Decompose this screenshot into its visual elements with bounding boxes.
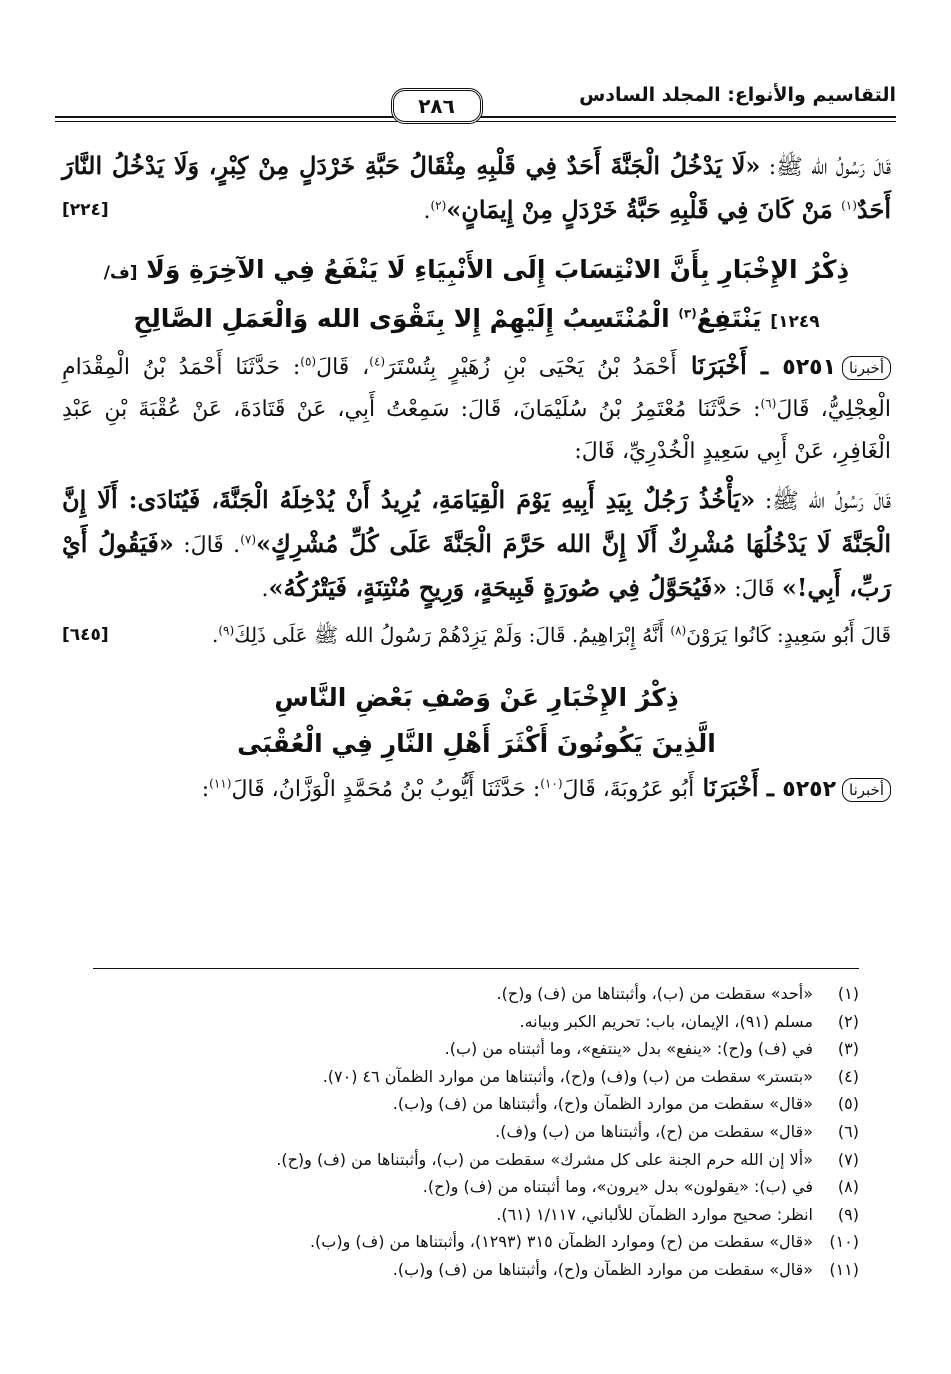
heading-line	[62, 296, 891, 345]
text: .	[211, 623, 219, 647]
chapter-heading-2	[62, 675, 891, 767]
footnote-ref: (٣)	[678, 306, 697, 321]
text: قَالَ رَسُولُ الله ﷺ:	[755, 489, 891, 514]
footnote-number: (٤)	[837, 1066, 859, 1086]
footnote-item	[93, 1118, 859, 1146]
footnote-text: «ألا إن الله حرم الجنة على كل مشرك» سقطت من (ب)، وأثبتناها من (ف) و(ح).	[276, 1149, 813, 1169]
chapter-heading-1	[62, 247, 891, 345]
text: أَحْمَدُ بْنُ يَحْيَى بْنِ زُهَيْرٍ بِتُسْتَرَ	[385, 355, 677, 380]
footnote-text: «قال» سقطت من موارد الظمآن و(ح)، وأثبتناها من (ف) و(ب).	[392, 1259, 813, 1279]
footnote-number: (٧)	[837, 1149, 859, 1169]
akhbarana-emblem-icon: أخبرنا	[842, 356, 891, 380]
footnotes	[93, 980, 859, 1284]
text: أَبُو عَرُوبَةَ، قَالَ	[562, 777, 695, 802]
text: .	[423, 199, 431, 224]
akhbarana-label: ـ أَخْبَرَنَا	[676, 351, 783, 380]
footnote-text: انظر: صحيح موارد الظمآن للألباني، ١/١١٧ (٦١).	[496, 1204, 813, 1224]
prophetic-quote: «فَيُحَوَّلُ فِي صُورَةٍ قَبِيحَةٍ، وَرِيحٍ مُنْتِنَةٍ، فَيَتْرُكُهُ»	[268, 573, 728, 602]
page-number: ٢٨٦	[391, 88, 483, 124]
paragraph-hadith-5252	[62, 767, 891, 811]
main-text	[62, 145, 891, 811]
footnote-item	[93, 1201, 859, 1229]
heading-line: الَّذِينَ يَكُونُونَ أَكْثَرَ أَهْلِ النَّارِ فِي الْعُقْبَى	[237, 729, 716, 758]
hadith-reference: [٢٢٤]	[62, 200, 109, 220]
footnote-item	[93, 980, 859, 1008]
footnote-number: (٦)	[837, 1121, 859, 1141]
footnote-item	[93, 1173, 859, 1201]
prophetic-quote: «لَا يَدْخُلُ الْجَنَّةَ أَحَدٌ فِي قَلْبِهِ مِثْقَالُ حَبَّةِ خَرْدَلٍ مِنْ كِبْرٍ، وَلَا يَدْخُلُ النَّارَ أَحَدٌ	[62, 151, 891, 224]
text: قَالَ أَبُو سَعِيدٍ: كَانُوا يَرَوْنَ	[686, 623, 891, 647]
text: قَالَ رَسُولُ الله ﷺ:	[760, 155, 891, 180]
footnote-ref: (١١)	[209, 776, 232, 791]
text: : حَدَّثَنَا مُعْتَمِرُ بْنُ سُلَيْمَانَ، قَالَ: سَمِعْتُ أَبِي، عَنْ قَتَادَةَ، عَنْ عُقْبَةَ بْنِ عَبْدِ الْغَافِرِ، عَنْ أَبِي سَعِيدٍ الْخُدْرِيِّ، قَالَ:	[62, 397, 891, 464]
footnote-item	[93, 1228, 859, 1256]
footnote-ref: (١٠)	[540, 776, 563, 791]
footnote-ref: (٢)	[430, 198, 447, 213]
running-title: التقاسيم والأنواع: المجلد السادس	[571, 84, 896, 106]
edition-reference: ١٢٤٩]	[770, 312, 820, 332]
hadith-number: ٥٢٥٢	[782, 777, 836, 802]
paragraph-hadith-5251-matn	[62, 479, 891, 611]
footnote-ref: (٦)	[760, 396, 777, 411]
prophetic-quote: مَنْ كَانَ فِي قَلْبِهِ حَبَّةُ خَرْدَلٍ مِنْ إِيمَانٍ»	[446, 195, 842, 224]
footnote-number: (١)	[837, 984, 859, 1003]
prophetic-quote: «يَأْخُذُ رَجُلٌ بِيَدِ أَبِيهِ يَوْمَ الْقِيَامَةِ، يُرِيدُ أَنْ يُدْخِلَهُ الْجَنَّةَ، فَيُنَادَى: أَلَا إِنَّ الْجَنَّةَ لَا يَدْخُلُهَا مُشْرِكٌ أَلَا إِنَّ الله حَرَّمَ الْجَنَّةَ عَلَى كُلِّ مُشْرِكٍ»	[62, 485, 891, 558]
paragraph-abu-said	[62, 617, 891, 653]
footnote-separator	[93, 968, 859, 969]
footnote-number: (٢)	[837, 1011, 859, 1031]
heading-text: الْمُنْتَسِبُ إِلَيْهِمْ إِلا بِتَقْوَى الله وَالْعَمَلِ الصَّالِحِ	[133, 304, 679, 333]
footnote-number: (٣)	[837, 1039, 859, 1059]
footnote-ref: (١)	[841, 198, 857, 213]
footnote-number: (٩)	[837, 1204, 859, 1224]
page-header	[55, 78, 896, 128]
footnote-text: «بتستر» سقطت من (ب) و(ف) و(ح)، وأثبتناها من موارد الظمآن ٤٦ (٧٠).	[322, 1066, 813, 1086]
text: قَالَ:	[727, 577, 782, 602]
footnote-item	[93, 1090, 859, 1118]
heading-text: ذِكْرُ الإِخْبَارِ بِأَنَّ الانْتِسَابَ إِلَى الأَنْبِيَاءِ لَا يَنْفَعُ فِي الآخِرَةِ وَلَا	[146, 255, 850, 284]
footnote-ref: (٧)	[240, 532, 257, 547]
edition-reference: [ف/	[103, 263, 138, 283]
text: ، قَالَ	[316, 355, 370, 380]
footnote-item	[93, 1063, 859, 1091]
footnote-text: «قال» سقطت من (ح) وموارد الظمآن ٣١٥ (١٢٩٣)، وأثبتناها من (ف) و(ب).	[309, 1232, 813, 1252]
text: : حَدَّثَنَا أَحْمَدُ بْنُ الْمِقْدَامِ الْعِجْلِيُّ، قَالَ	[62, 355, 891, 422]
hadith-number: ٥٢٥١	[782, 355, 836, 380]
footnote-ref: (٩)	[218, 623, 235, 638]
text: :	[201, 777, 210, 802]
footnote-text: «قال» سقطت من (ح)، وأثبتناها من (ب) و(ف).	[495, 1121, 813, 1141]
akhbarana-emblem-icon: أخبرنا	[842, 778, 891, 802]
prophetic-quote: «فَيَقُولُ أَيْ رَبِّ، أَبِي!»	[62, 529, 891, 602]
text: . قَالَ:	[173, 533, 241, 558]
footnote-item	[93, 1146, 859, 1174]
footnote-text: في (ب): «يقولون» بدل «يرون»، وما أثبتناه من (ف) و(ح).	[422, 1177, 813, 1197]
footnote-number: (٥)	[837, 1094, 859, 1114]
footnote-number: (١٠)	[829, 1232, 859, 1252]
footnote-number: (١١)	[829, 1259, 859, 1279]
text: .	[261, 577, 269, 602]
heading-text: يَنْتَفِعُ	[696, 304, 762, 333]
footnote-text: في (ف) و(ح): «ينفع» بدل «ينتفع»، وما أثبتناه من (ب).	[444, 1039, 813, 1059]
footnote-ref: (٥)	[300, 354, 317, 369]
heading-line: ذِكْرُ الإِخْبَارِ عَنْ وَصْفِ بَعْضِ النَّاسِ	[274, 683, 679, 712]
heading-line	[62, 247, 891, 296]
paragraph-hadith-5251	[62, 345, 891, 473]
text: : حَدَّثَنَا أَيُّوبُ بْنُ مُحَمَّدٍ الْوَزَّانُ، قَالَ	[231, 777, 541, 802]
footnote-ref: (٨)	[670, 623, 687, 638]
footnote-item	[93, 1035, 859, 1063]
footnote-text: «أحد» سقطت من (ب)، وأثبتناها من (ف) و(ح).	[496, 984, 813, 1003]
footnote-text: مسلم (٩١)، الإيمان، باب: تحريم الكبر وبيانه.	[519, 1011, 813, 1031]
footnote-item	[93, 1008, 859, 1036]
akhbarana-label: ـ أَخْبَرَنَا	[694, 773, 783, 802]
footnote-ref: (٤)	[369, 354, 386, 369]
hadith-reference: [٦٤٥]	[62, 625, 109, 645]
text: أَنَّهُ إِبْرَاهِيمُ. قَالَ: وَلَمْ يَزِدْهُمْ رَسُولُ الله ﷺ عَلَى ذَلِكَ	[234, 623, 671, 647]
footnote-item	[93, 1256, 859, 1284]
paragraph-hadith-1	[62, 145, 891, 233]
footnote-text: «قال» سقطت من موارد الظمآن و(ح)، وأثبتناها من (ف) و(ب).	[392, 1094, 813, 1114]
footnote-number: (٨)	[837, 1177, 859, 1197]
